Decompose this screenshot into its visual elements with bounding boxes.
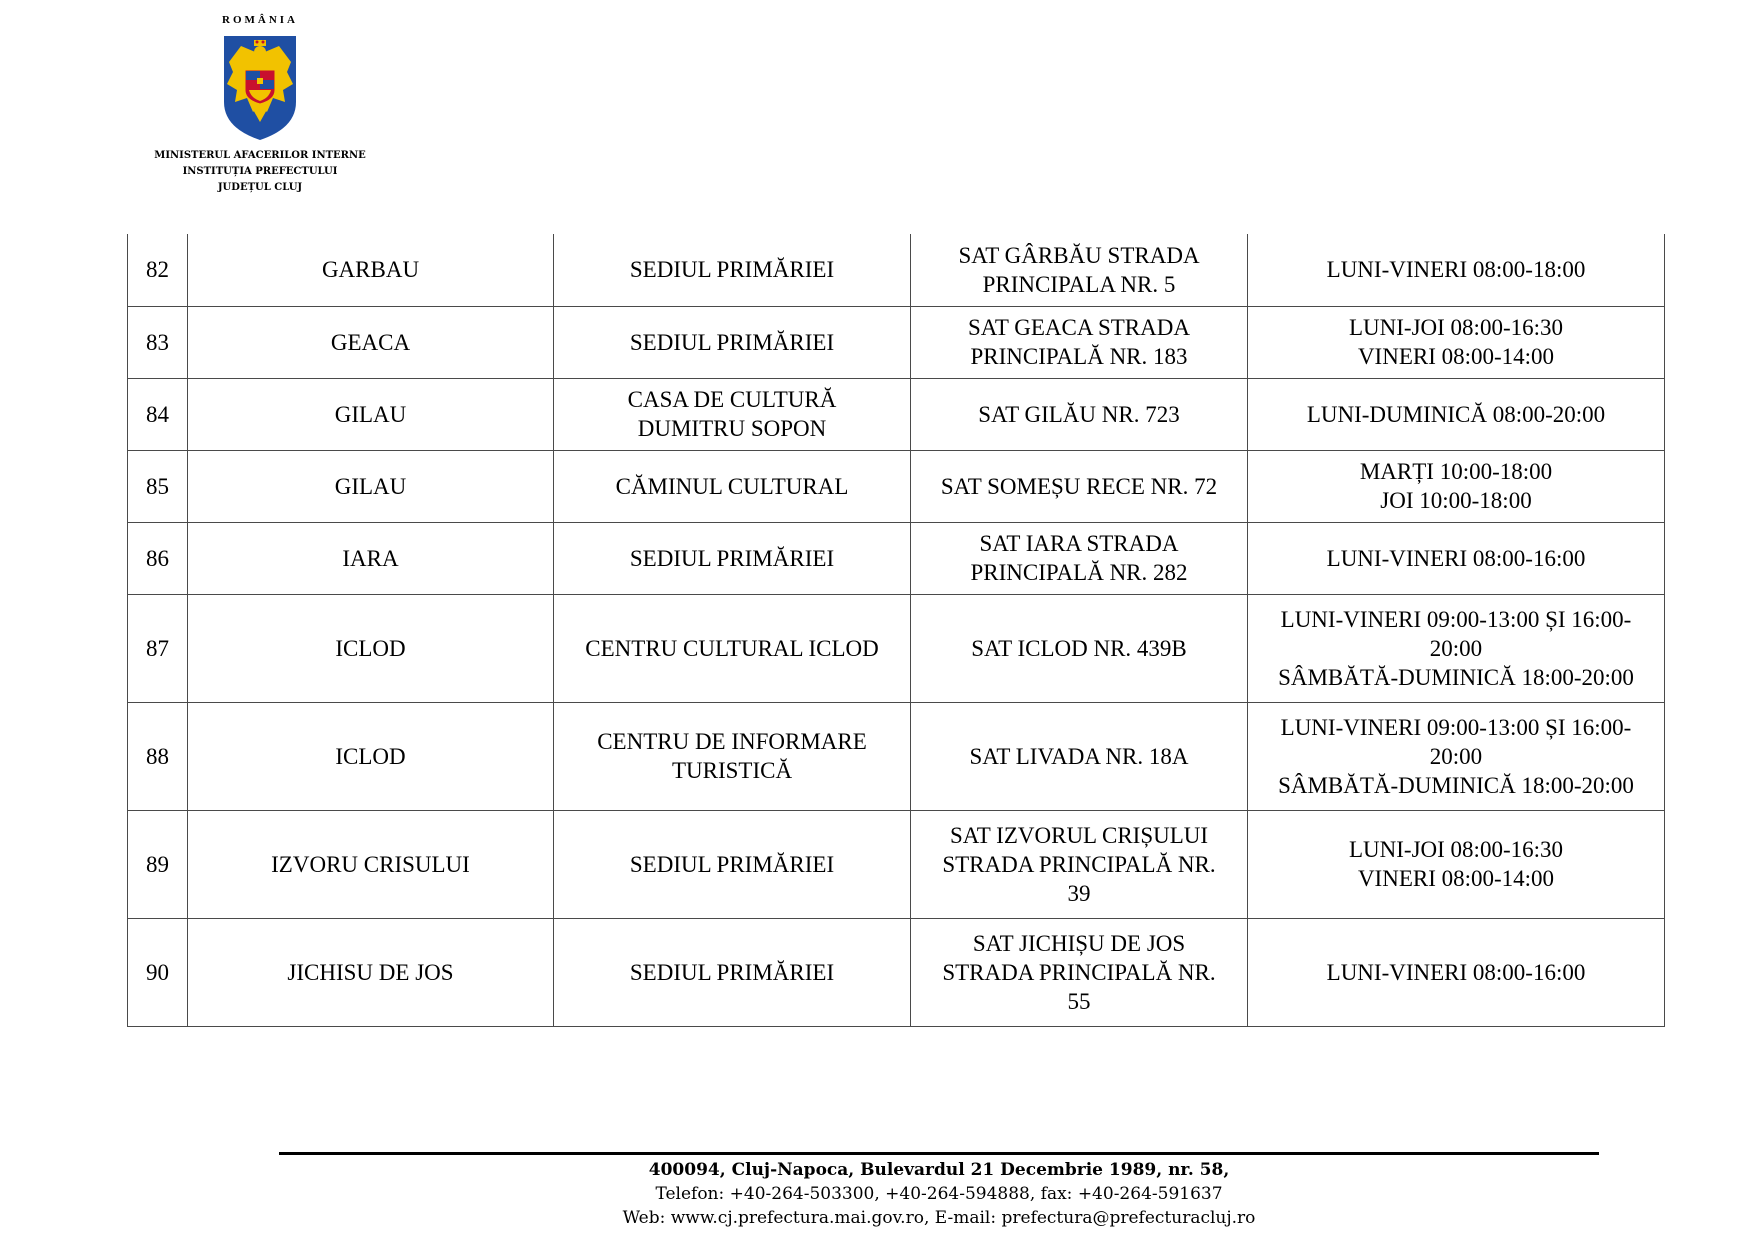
ministry-name (140, 148, 380, 196)
schedule-line: VINERI 08:00-14:00 (1357, 866, 1555, 891)
footer-phones: Telefon: +40-264-503300, +40-264-594888, fax: +40-264-591637 (655, 1184, 1223, 1204)
county-line: JUDEȚUL CLUJ (217, 182, 303, 193)
address-cell (911, 918, 1248, 1026)
locations-table (127, 234, 1665, 1027)
ministry-line: MINISTERUL AFACERILOR INTERNE (154, 150, 366, 161)
location-line: SEDIUL PRIMĂRIEI (629, 329, 835, 355)
address-cell (911, 306, 1248, 378)
address-cell (911, 378, 1248, 450)
locality-cell: GILAU (188, 450, 554, 522)
schedule-cell (1248, 234, 1665, 306)
address-line: SAT IZVORUL CRIȘULUI (949, 822, 1209, 848)
location-cell (554, 810, 911, 918)
location-cell (554, 702, 911, 810)
schedule-cell (1248, 378, 1665, 450)
address-line: 39 (1067, 880, 1091, 906)
table-body (128, 234, 1665, 1026)
location-cell (554, 234, 911, 306)
address-cell (911, 522, 1248, 594)
location-line: SEDIUL PRIMĂRIEI (629, 959, 835, 985)
address-line: SAT GÂRBĂU STRADA (958, 242, 1200, 268)
locality-cell: ICLOD (188, 594, 554, 702)
location-line: CENTRU CULTURAL ICLOD (585, 635, 879, 661)
schedule-cell (1248, 702, 1665, 810)
footer-address: 400094, Cluj-Napoca, Bulevardul 21 Decembrie 1989, nr. 58, (648, 1160, 1230, 1180)
location-line: CENTRU DE INFORMARE (597, 729, 867, 754)
row-number-cell: 89 (128, 810, 188, 918)
locality-cell: GARBAU (188, 234, 554, 306)
address-line: 55 (1067, 988, 1091, 1014)
schedule-line: LUNI-VINERI 08:00-16:00 (1326, 959, 1586, 985)
location-cell (554, 594, 911, 702)
schedule-cell (1248, 594, 1665, 702)
locality-cell: GEACA (188, 306, 554, 378)
schedule-line: SÂMBĂTĂ-DUMINICĂ 18:00-20:00 (1278, 664, 1634, 690)
row-number-cell: 83 (128, 306, 188, 378)
locality-cell: JICHISU DE JOS (188, 918, 554, 1026)
address-line: SAT IARA STRADA (979, 531, 1179, 556)
location-cell (554, 522, 911, 594)
address-line: SAT GILĂU NR. 723 (978, 401, 1180, 427)
address-line: STRADA PRINCIPALĂ NR. (942, 851, 1216, 877)
table-row (128, 810, 1665, 918)
address-line: STRADA PRINCIPALĂ NR. (942, 959, 1216, 985)
address-cell (911, 594, 1248, 702)
row-number-cell: 87 (128, 594, 188, 702)
table-row (128, 234, 1665, 306)
schedule-line: LUNI-VINERI 08:00-18:00 (1326, 257, 1586, 283)
address-line: PRINCIPALĂ NR. 183 (970, 344, 1188, 369)
schedule-line: LUNI-JOI 08:00-16:30 (1349, 837, 1563, 862)
location-cell (554, 378, 911, 450)
table-row (128, 306, 1665, 378)
schedule-cell (1248, 918, 1665, 1026)
address-line: SAT LIVADA NR. 18A (969, 743, 1189, 769)
address-cell (911, 234, 1248, 306)
address-line: SAT ICLOD NR. 439B (971, 635, 1187, 661)
schedule-line: SÂMBĂTĂ-DUMINICĂ 18:00-20:00 (1278, 772, 1634, 798)
country-name: ROMÂNIA (222, 14, 298, 26)
schedule-line: 20:00 (1429, 635, 1483, 661)
coat-of-arms-icon (221, 32, 299, 142)
footer-web: Web: www.cj.prefectura.mai.gov.ro, E-mail: prefectura@prefecturacluj.ro (622, 1208, 1256, 1228)
row-number-cell: 90 (128, 918, 188, 1026)
location-cell (554, 450, 911, 522)
locality-cell: IZVORU CRISULUI (188, 810, 554, 918)
table-row (128, 702, 1665, 810)
schedule-line: LUNI-DUMINICĂ 08:00-20:00 (1306, 401, 1606, 427)
location-line: TURISTICĂ (671, 758, 793, 783)
schedule-line: 20:00 (1429, 743, 1483, 769)
location-line: DUMITRU SOPON (637, 416, 827, 441)
schedule-line: LUNI-VINERI 09:00-13:00 ȘI 16:00- (1280, 714, 1632, 740)
row-number-cell: 88 (128, 702, 188, 810)
page-footer (279, 1152, 1599, 1230)
address-cell (911, 450, 1248, 522)
schedule-line: JOI 10:00-18:00 (1380, 488, 1532, 513)
schedule-cell (1248, 810, 1665, 918)
table-row (128, 918, 1665, 1026)
row-number-cell: 85 (128, 450, 188, 522)
location-line: SEDIUL PRIMĂRIEI (629, 257, 835, 283)
schedule-cell (1248, 450, 1665, 522)
location-cell (554, 918, 911, 1026)
address-line: PRINCIPALA NR. 5 (982, 271, 1176, 297)
schedule-line: LUNI-VINERI 09:00-13:00 ȘI 16:00- (1280, 606, 1632, 632)
address-line: PRINCIPALĂ NR. 282 (970, 560, 1188, 585)
location-cell (554, 306, 911, 378)
institution-line: INSTITUȚIA PREFECTULUI (182, 166, 338, 177)
schedule-line: VINERI 08:00-14:00 (1357, 344, 1555, 369)
schedule-line: MARȚI 10:00-18:00 (1359, 459, 1553, 484)
schedule-line: LUNI-JOI 08:00-16:30 (1349, 315, 1563, 340)
table-row (128, 378, 1665, 450)
row-number-cell: 86 (128, 522, 188, 594)
schedule-cell (1248, 306, 1665, 378)
table-row (128, 594, 1665, 702)
schedule-line: LUNI-VINERI 08:00-16:00 (1326, 545, 1586, 571)
letterhead (140, 14, 380, 196)
address-cell (911, 810, 1248, 918)
row-number-cell: 82 (128, 234, 188, 306)
locality-cell: ICLOD (188, 702, 554, 810)
address-cell (911, 702, 1248, 810)
address-line: SAT GEACA STRADA (968, 315, 1190, 340)
address-line: SAT JICHIȘU DE JOS (972, 930, 1186, 956)
locality-cell: GILAU (188, 378, 554, 450)
table-row (128, 522, 1665, 594)
address-line: SAT SOMEȘU RECE NR. 72 (940, 473, 1218, 499)
table-row (128, 450, 1665, 522)
row-number-cell: 84 (128, 378, 188, 450)
schedule-cell (1248, 522, 1665, 594)
location-line: SEDIUL PRIMĂRIEI (629, 545, 835, 571)
location-line: CĂMINUL CULTURAL (615, 473, 849, 499)
location-line: SEDIUL PRIMĂRIEI (629, 851, 835, 877)
footer-divider (279, 1152, 1599, 1155)
location-line: CASA DE CULTURĂ (627, 387, 837, 412)
locality-cell: IARA (188, 522, 554, 594)
